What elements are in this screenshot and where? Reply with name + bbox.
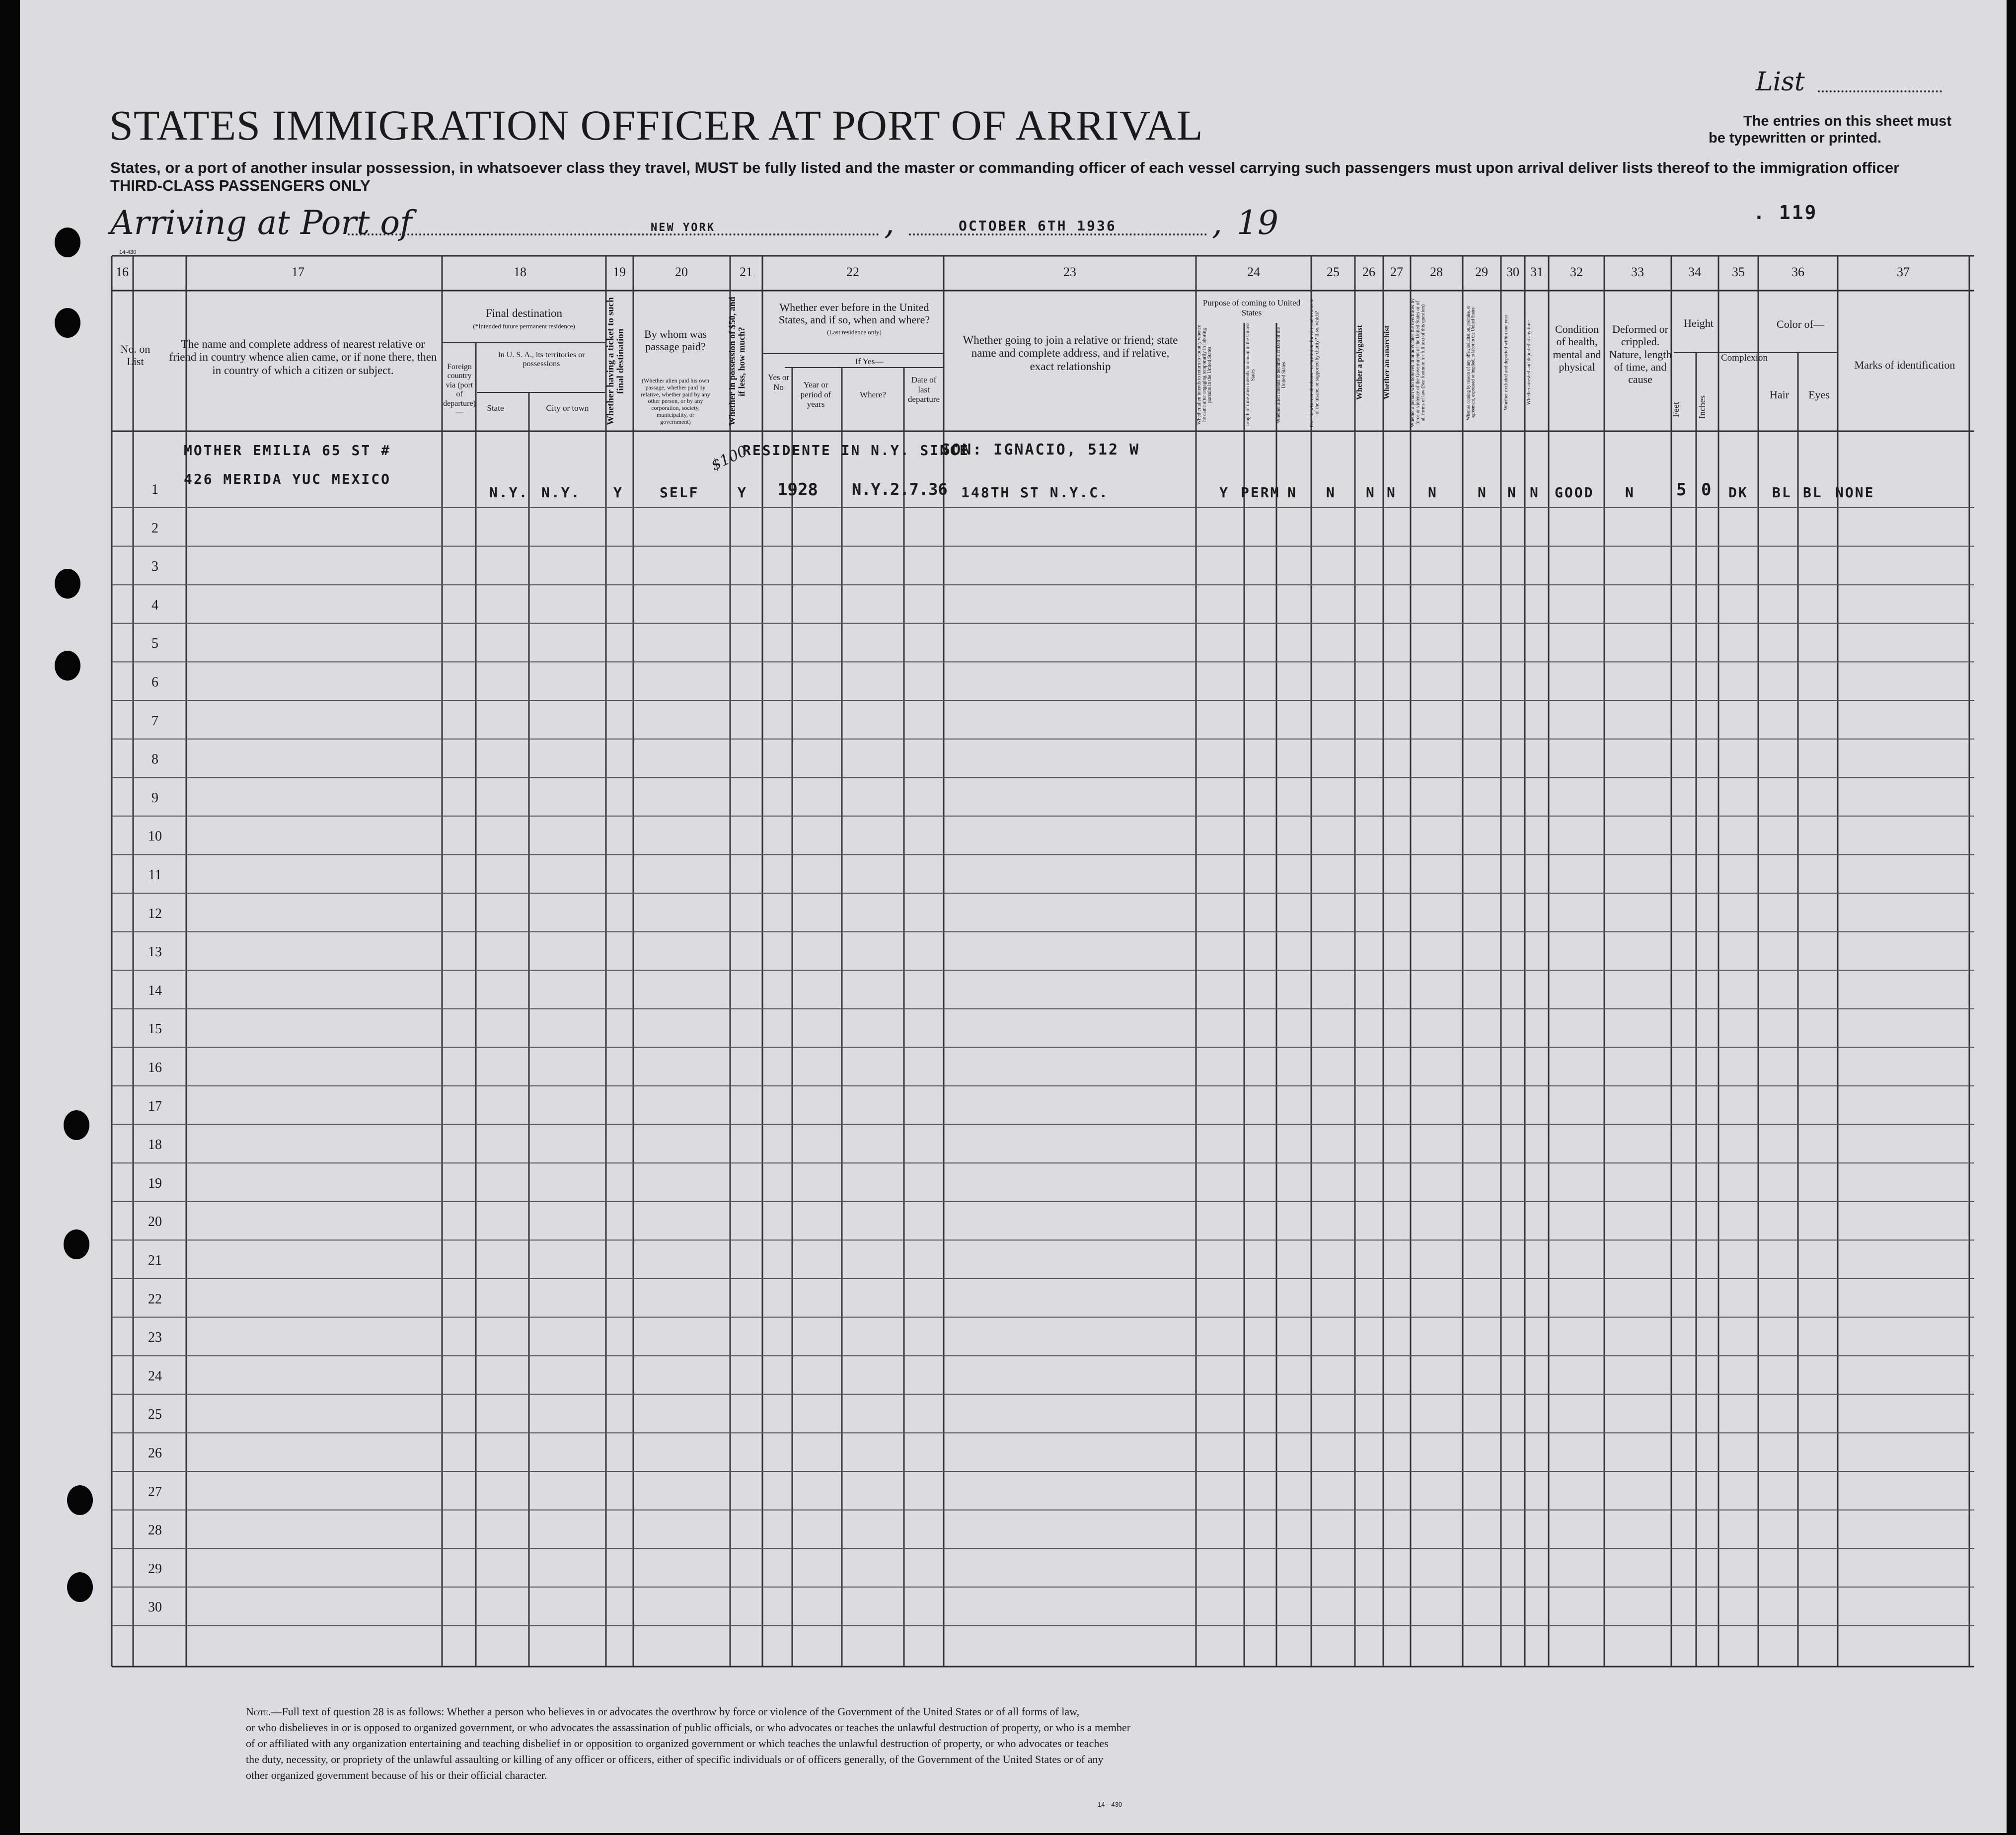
row-number: 27 — [148, 1484, 162, 1500]
date-value: OCTOBER 6TH 1936 — [959, 218, 1117, 234]
entry-q28: N — [1428, 484, 1438, 501]
header-purpose: Purpose of coming to United States — [1202, 298, 1301, 317]
column-number: 30 — [1506, 265, 1519, 279]
header-become-citizen: Whether alien intends to become a citizen of the United States — [1276, 327, 1287, 423]
footnote — [246, 1704, 1214, 1783]
year-prefix: 19 — [1237, 204, 1278, 242]
column-number: 26 — [1362, 265, 1375, 279]
row-number: 19 — [148, 1175, 162, 1191]
header-no-on-list: No. on List — [120, 343, 150, 368]
header-question-30: Whether excluded and deported within one year — [1503, 314, 1509, 411]
entry-money-annotation: $100 — [708, 442, 750, 474]
header-paid-by-note: (Whether alien paid his own passage, whether paid by relative, whether paid by any other person, or by any corporation, society, municipality, or government) — [641, 377, 710, 425]
entry-q30: N — [1507, 484, 1517, 501]
header-prior-us: Whether ever before in the United States, and if so, when and where? — [778, 301, 930, 326]
row-number: 26 — [148, 1446, 162, 1461]
column-number: 27 — [1390, 265, 1403, 279]
row-number: 1 — [151, 482, 158, 497]
manifest-sheet — [20, 0, 2007, 1833]
footnote-line: —Full text of question 28 is as follows: Whether a person who believes in or advocates the overthrow by force or violence of the Government of the United States or of all forms of law, — [271, 1705, 1080, 1718]
header-ticket: Whether having a ticket to such final destination — [605, 297, 626, 426]
form-subtitle: States, or a port of another insular possession, in whatsoever class they travel, MUST be fully listed and the master or commanding officer of each vessel carrying such passengers must upon arrival deliver lists thereof to the immigration officer — [110, 159, 1900, 176]
header-question-28: Whether a person who believes in or advocates the overthrow by force or violence of the Government of the United States or of all forms of law (See footnote for full text of this question) — [1410, 298, 1426, 427]
header-hair: Hair — [1769, 388, 1790, 401]
row-number: 17 — [148, 1098, 162, 1114]
header-complexion: Complexion — [1721, 353, 1768, 363]
row-number: 28 — [148, 1523, 162, 1538]
row-number: 12 — [148, 906, 162, 921]
header-period-years: Year or period of years — [800, 380, 831, 409]
header-fifty-dollars: Whether in possession of $50, and if less, how much? — [727, 297, 747, 426]
entry-hair: BL — [1772, 484, 1792, 501]
entry-city: N.Y. — [541, 484, 581, 501]
arriving-label: Arriving at Port of — [110, 204, 412, 242]
entry-deformed: N — [1625, 484, 1635, 501]
column-number: 25 — [1327, 265, 1340, 279]
entry-relative-line1: MOTHER EMILIA 65 ST # — [184, 442, 391, 459]
row-number: 29 — [148, 1561, 162, 1577]
footnote-line: of or affiliated with any organization entertaining and teaching disbelief in or opposition to organized government or which teaches the unlawful destruction of property, or who advocates or teaches — [246, 1737, 1109, 1750]
entry-complexion: DK — [1728, 484, 1748, 501]
column-number: 28 — [1430, 265, 1443, 279]
entry-q31: N — [1530, 484, 1540, 501]
column-number: 32 — [1570, 265, 1583, 279]
port-value: NEW YORK — [651, 222, 715, 234]
column-number: 16 — [116, 265, 129, 279]
column-number: 31 — [1530, 265, 1543, 279]
entry-health: GOOD — [1555, 484, 1594, 501]
row-number: 4 — [151, 597, 158, 613]
entry-feet: 5 — [1676, 480, 1687, 500]
header-anarchist: Whether an anarchist — [1383, 325, 1391, 400]
column-number: 33 — [1631, 265, 1644, 279]
row-number: 25 — [148, 1407, 162, 1423]
header-question-31: Whether arrested and deported at any time — [1526, 320, 1532, 405]
entry-citizen: N — [1287, 484, 1297, 501]
header-paid-by: By whom was passage paid? — [644, 328, 707, 353]
column-number: 21 — [740, 265, 752, 279]
column-number: 35 — [1732, 265, 1745, 279]
row-number: 11 — [148, 867, 162, 883]
column-number: 37 — [1897, 265, 1910, 279]
row-number: 16 — [148, 1060, 162, 1075]
form-code-bottom: 14—430 — [1098, 1801, 1122, 1808]
header-prior-us-note: (Last residence only) — [827, 328, 882, 336]
header-prison: Ever in prison or almshouse, or institution for care and treatment of the insane, or supported by charity? If so, which? — [1309, 298, 1320, 427]
header-join-relative: Whether going to join a relative or friend; state name and complete address, and if relative, exact relationship — [963, 334, 1178, 373]
comma-mark: , — [1212, 204, 1222, 242]
row-number: 30 — [148, 1600, 162, 1615]
entry-length: PERM — [1241, 484, 1280, 501]
footnote-label: Note. — [246, 1705, 271, 1718]
header-city: City or town — [546, 403, 589, 413]
header-if-yes: If Yes— — [855, 357, 884, 366]
column-number: 17 — [292, 265, 304, 279]
footnote-line: or who disbelieves in or is opposed to organized government, or who advocates the assassination of public officials, or who advocates or teaches the unlawful destruction of property, or who is a member — [246, 1721, 1131, 1734]
header-final-destination-note: (*Intended future permanent residence) — [473, 322, 575, 330]
header-yes-no: Yes or No — [767, 373, 790, 392]
entry-prison: N — [1326, 484, 1336, 501]
header-intends-return: Whether alien intends to return to country whence he came after engaging temporarily in laboring pursuits in the United States — [1196, 325, 1212, 425]
entry-money: Y — [738, 484, 747, 501]
column-number: 20 — [675, 265, 688, 279]
column-number: 36 — [1792, 265, 1804, 279]
entries-note-1: The entries on this sheet must — [1743, 113, 1951, 129]
entry-eyes: BL — [1803, 484, 1823, 501]
column-number: 29 — [1475, 265, 1488, 279]
header-polygamist: Whether a polygamist — [1355, 325, 1364, 400]
form-title: STATES IMMIGRATION OFFICER AT PORT OF ARRIVAL — [109, 101, 1203, 149]
header-relative-address: The name and complete address of nearest relative or friend in country whence alien came, or if none there, then in country of which a citizen or subject. — [169, 338, 437, 377]
row-number: 3 — [151, 559, 158, 575]
row-number: 23 — [148, 1330, 162, 1346]
footnote-line: the duty, necessity, or propriety of the unlawful assaulting or killing of any officer or officers, either of specific individuals or of officers generally, of the Government of the United States or of any — [246, 1753, 1104, 1765]
list-label: List — [1756, 67, 1805, 97]
entries-note-2: be typewritten or printed. — [1709, 130, 1882, 146]
form-code-top: 14-430 — [119, 249, 137, 255]
row-number: 2 — [151, 520, 158, 536]
entry-prior-residence: RESIDENTE IN N.Y. SINCE — [743, 442, 970, 459]
row-number: 18 — [148, 1137, 162, 1153]
entry-polygamist: N — [1366, 484, 1376, 501]
row-number: 6 — [151, 675, 158, 690]
entry-relative-line2: 426 MERIDA YUC MEXICO — [184, 471, 391, 487]
column-number: 23 — [1063, 265, 1076, 279]
header-marks: Marks of identification — [1854, 359, 1955, 371]
row-number: 13 — [148, 944, 162, 960]
entry-marks: NONE — [1835, 484, 1875, 501]
row-number: 15 — [148, 1021, 162, 1037]
header-where: Where? — [860, 390, 886, 399]
entry-inches: 0 — [1701, 480, 1712, 500]
header-question-29: Whether coming by reason of any offer, solicitation, promise, or agreement, expressed or implied, to labor in the United States — [1466, 305, 1476, 420]
footnote-line: other organized government because of his or their official character. — [246, 1769, 547, 1781]
entry-ticket: Y — [613, 484, 623, 501]
entry-join-line1: SON: IGNACIO, 512 W — [941, 441, 1140, 459]
header-length-stay: Length of time alien intends to remain in the United States — [1245, 323, 1256, 427]
header-deformed: Deformed or crippled. Nature, length of time, and cause — [1609, 323, 1672, 386]
column-number: 24 — [1247, 265, 1260, 279]
entry-q29: N — [1478, 484, 1488, 501]
header-state: State — [487, 403, 504, 413]
header-health: Condition of health, mental and physical — [1553, 323, 1601, 373]
header-color: Color of— — [1777, 318, 1824, 330]
row-number: 22 — [148, 1291, 162, 1307]
row-number: 21 — [148, 1253, 162, 1268]
row-number: 20 — [148, 1214, 162, 1230]
header-in-usa: In U. S. A., its territories or possessions — [498, 351, 585, 369]
row-number: 24 — [148, 1368, 162, 1384]
header-inches: Inches — [1697, 395, 1707, 419]
column-number: 19 — [613, 265, 626, 279]
header-foreign-country: Foreign country via (port of departure)— — [443, 363, 476, 417]
column-number: 18 — [514, 265, 526, 279]
passenger-class: THIRD-CLASS PASSENGERS ONLY — [110, 177, 371, 194]
column-number: 34 — [1688, 265, 1701, 279]
header-eyes: Eyes — [1808, 388, 1830, 401]
entry-anarchist: N — [1387, 484, 1397, 501]
row-number: 10 — [148, 829, 162, 844]
entry-period: 1928 — [777, 480, 818, 500]
row-number: 8 — [151, 752, 158, 767]
entry-join-line2: 148TH ST N.Y.C. — [961, 484, 1109, 501]
header-final-destination: Final destination — [486, 307, 562, 319]
entry-paid-by: SELF — [660, 484, 699, 501]
entry-return: Y — [1219, 484, 1229, 501]
sheet-number: . 119 — [1753, 202, 1818, 224]
entry-where-date: N.Y.2.7.36 — [852, 480, 948, 499]
row-number: 7 — [151, 713, 158, 729]
comma-mark: , — [884, 204, 895, 242]
row-number: 14 — [148, 983, 162, 998]
column-number: 22 — [846, 265, 859, 279]
row-number: 5 — [151, 636, 158, 652]
row-number: 9 — [151, 790, 158, 806]
header-height: Height — [1684, 317, 1714, 329]
header-feet: Feet — [1671, 402, 1681, 418]
header-date-departure: Date of last departure — [907, 375, 940, 404]
entry-state: N.Y. — [489, 484, 529, 501]
